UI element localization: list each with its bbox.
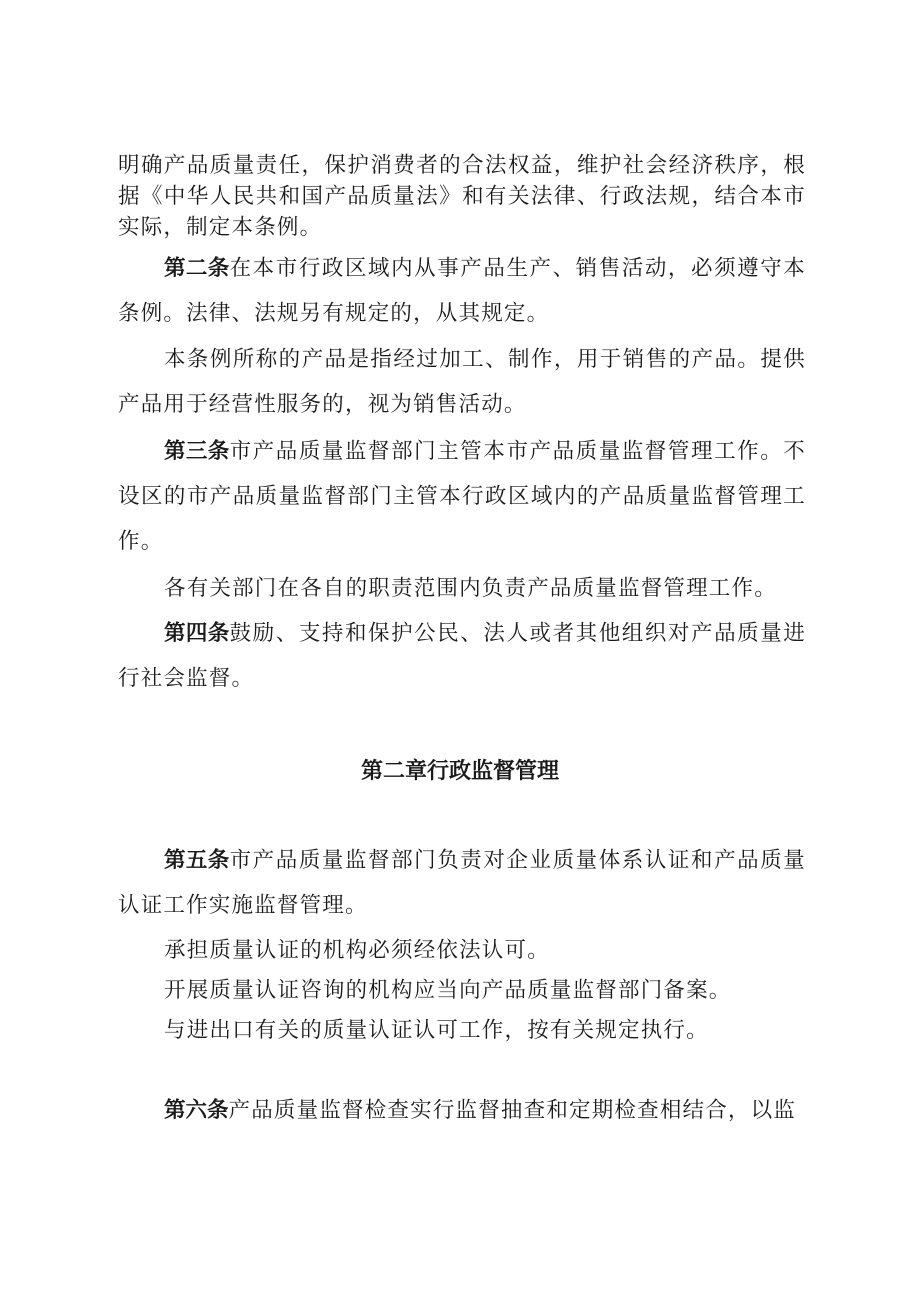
intro-paragraph — [118, 150, 806, 243]
article-3-paragraph — [118, 429, 806, 564]
article-2-body: 在本市行政区域内从事产品生产、销售活动，必须遵守本条例。法律、法规另有规定的，从其规定。 — [118, 256, 806, 326]
article-5-paragraph-4 — [118, 1011, 806, 1051]
article-3-body-2: 各有关部门在各自的职责范围内负责产品质量监督管理工作。 — [164, 576, 777, 601]
article-4-body: 鼓励、支持和保护公民、法人或者其他组织对产品质量进行社会监督。 — [118, 621, 806, 691]
article-4-paragraph — [118, 611, 806, 701]
article-5-body: 市产品质量监督部门负责对企业质量体系认证和产品质量认证工作实施监督管理。 — [118, 848, 806, 918]
article-6-paragraph — [118, 1091, 806, 1131]
article-6-body: 产品质量监督检查实行监督抽查和定期检查相结合，以监 — [228, 1098, 797, 1123]
article-5-body-2: 承担质量认证的机构必须经依法认可。 — [164, 938, 550, 963]
chapter-2-title: 第二章行政监督管理 — [360, 759, 559, 784]
article-5-body-4: 与进出口有关的质量认证认可工作，按有关规定执行。 — [164, 1018, 709, 1043]
intro-text: 明确产品质量责任，保护消费者的合法权益，维护社会经济秩序，根据《中华人民共和国产品质量法》和有关法律、行政法规，结合本市实际，制定本条例。 — [118, 153, 806, 240]
article-5-paragraph-2 — [118, 931, 806, 971]
article-3-body: 市产品质量监督部门主管本市产品质量监督管理工作。不设区的市产品质量监督部门主管本行政区域内的产品质量监督管理工作。 — [118, 439, 806, 554]
article-5-paragraph — [118, 838, 806, 928]
article-5-heading: 第五条 — [164, 848, 230, 873]
article-5-paragraph-3 — [118, 971, 806, 1011]
article-5-body-3: 开展质量认证咨询的机构应当向产品质量监督部门备案。 — [164, 978, 732, 1003]
article-2-paragraph-2 — [118, 337, 806, 427]
article-2-paragraph — [118, 246, 806, 336]
article-3-heading: 第三条 — [164, 439, 230, 464]
article-2-heading: 第二条 — [164, 256, 230, 281]
article-4-heading: 第四条 — [164, 621, 230, 646]
article-2-body-2: 本条例所称的产品是指经过加工、制作，用于销售的产品。提供产品用于经营性服务的，视为销售活动。 — [118, 347, 806, 417]
article-3-paragraph-2 — [118, 566, 806, 611]
article-6-heading: 第六条 — [164, 1098, 229, 1123]
